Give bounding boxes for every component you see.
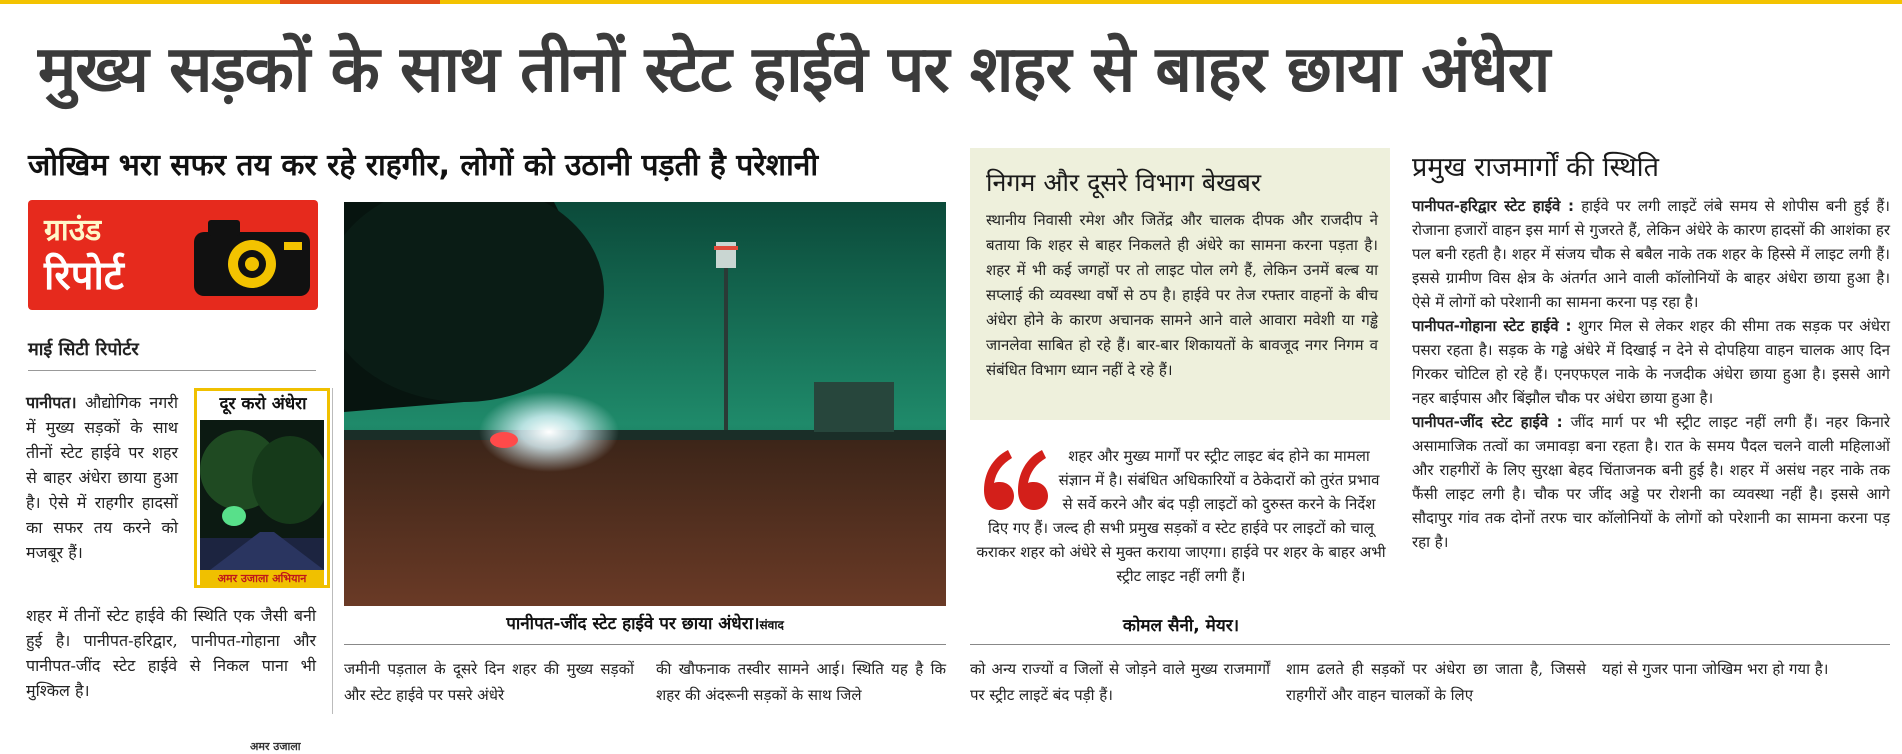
body-column-5: शाम ढलते ही सड़कों पर अंधेरा छा जाता है, जिससे राहगीरों और वाहन चालकों के लिए bbox=[1286, 660, 1586, 704]
body-column-4: को अन्य राज्यों व जिलों से जोड़ने वाले मुख्य राजमार्गों पर स्ट्रीट लाइटें बंद पड़ी हैं। bbox=[970, 660, 1270, 704]
body-column-2: जमीनी पड़ताल के दूसरे दिन शहर की मुख्य सड़कों और स्टेट हाईवे पर पसरे अंधेरे bbox=[344, 660, 634, 704]
quote-mark-icon bbox=[978, 440, 1050, 520]
dateline: पानीपत। bbox=[26, 393, 77, 412]
page-subheadline: जोखिम भरा सफर तय कर रहे राहगीर, लोगों को उठानी पड़ती है परेशानी bbox=[28, 148, 819, 183]
badge-line-2: रिपोर्ट bbox=[44, 253, 124, 299]
newspaper-brand: अमर उजाला bbox=[250, 740, 301, 753]
caption-divider bbox=[344, 644, 946, 645]
byline-divider bbox=[28, 370, 316, 371]
lead-text-continued: शहर में तीनों स्टेट हाईवे की स्थिति एक जैसी बनी हुई है। पानीपत-हरिद्वार, पानीपत-गोहाना और पानीपत-जींद स्टेट हाईवे से निकल पाना भी मुश्किल है। bbox=[26, 606, 316, 700]
campaign-title: दूर करो अंधेरा bbox=[219, 394, 307, 414]
box-title: निगम और दूसरे विभाग बेखबर bbox=[986, 168, 1262, 197]
highway-item bbox=[1412, 194, 1890, 314]
photo-caption bbox=[344, 612, 946, 637]
camera-icon bbox=[190, 210, 314, 300]
lead-text: औद्योगिक नगरी में मुख्य सड़कों के साथ तीनों स्टेट हाईवे पर शहर से बाहर अंधेरा छाया हुआ है। ऐसे में राहगीर हादसों का सफर तय करने को मजबूर हैं। bbox=[26, 393, 178, 562]
body-column-3: की खौफनाक तस्वीर सामने आई। स्थिति यह है कि शहर की अंदरूनी सड़कों के साथ जिले bbox=[656, 660, 946, 704]
reporter-byline: माई सिटी रिपोर्टर bbox=[28, 339, 139, 360]
highway-text: जींद मार्ग पर भी स्ट्रीट लाइट नहीं लगी हैं। नहर किनारे असामाजिक तत्वों का जमावड़ा बना रहता है। रात के समय पैदल चलने वाली महिलाओं और राहगीरों के लिए सुरक्षा बेहद चिंताजनक बनी हुई है। शहर में असंध नहर नाके तक फैंसी लाइट लगी है। चौक पर जींद अड्डे पर रोशनी का व्यवस्था नहीं है। इससे आगे सौदापुर गांव तक दोनों तरफ चार कॉलोनियों के लोगों को परेशानी का सामना करना पड़ रहा है। bbox=[1412, 413, 1890, 551]
badge-line-1: ग्राउंड bbox=[44, 213, 102, 248]
box-text: स्थानीय निवासी रमेश और जितेंद्र और चालक दीपक और राजदीप ने बताया कि शहर से बाहर निकलते ही अंधेरे का सामना करना पड़ता है। शहर में भी कई जगहों पर तो लाइट पोल लगे हैं, लेकिन उनमें बल्ब या सप्लाई की व्यवस्था वर्षों से ठप है। हाईवे पर तेज रफ्तार वाहनों के बीच अंधेरा होने के कारण अचानक सामने आने वाले आवारा मवेशी या गड्ढे जानलेवा साबित हो रहे हैं। बार-बार शिकायतों के बावजूद नगर निगम व संबंधित विभाग ध्यान नहीं दे रहे हैं। bbox=[986, 211, 1378, 379]
lead-column bbox=[26, 390, 178, 590]
highway-item bbox=[1412, 314, 1890, 410]
highway-text: हाईवे पर लगी लाइटें लंबे समय से शोपीस बनी हुई हैं। रोजाना हजारों वाहन इस मार्ग से गुजरते हैं, लेकिन अंधेरे के कारण हादसों की आशंका हर पल बनी रहती है। शहर में संजय चौक से बबैल नाके तक शहर के हिस्से में लाइट लगी हैं। इससे ग्रामीण विस क्षेत्र के अंतर्गत आने वाली कॉलोनियों के बाहर अंधेरा छाया हुआ है। ऐसे में लोगों को परेशानी का सामना करना पड़ रहा है। bbox=[1412, 197, 1890, 311]
photo-caption-text: पानीपत-जींद स्टेट हाईवे पर छाया अंधेरा। bbox=[506, 614, 760, 634]
campaign-photo bbox=[200, 420, 324, 570]
highway-text: शुगर मिल से लेकर शहर की सीमा तक सड़क पर अंधेरा पसरा रहता है। सड़क के गड्ढे अंधेरे में दिखाई न देने से दोपहिया वाहन चालक आए दिन गिरकर चोटिल हो रहे हैं। एनएफएल नाके के नजदीक अंधेरा छाया हुआ है। इससे आगे नहर बाईपास और बिंझौल चौक पर अंधेरा छाया हुआ है। bbox=[1412, 317, 1890, 407]
column-rule bbox=[332, 388, 333, 714]
page-headline: मुख्य सड़कों के साथ तीनों स्टेट हाईवे पर शहर से बाहर छाया अंधेरा bbox=[38, 33, 1550, 107]
top-accent-bar bbox=[280, 0, 440, 4]
highways-status-column bbox=[1412, 194, 1890, 646]
campaign-footer: अमर उजाला अभियान bbox=[200, 570, 324, 588]
highway-item bbox=[1412, 410, 1890, 554]
quote-author: कोमल सैनी, मेयर। bbox=[1122, 616, 1240, 636]
right-divider bbox=[970, 644, 1890, 645]
highway-night-photo bbox=[344, 202, 946, 606]
highway-name: पानीपत-जींद स्टेट हाईवे : bbox=[1412, 413, 1563, 431]
highway-name: पानीपत-गोहाना स्टेट हाईवे : bbox=[1412, 317, 1572, 335]
body-column-6: यहां से गुजर पाना जोखिम भरा हो गया है। bbox=[1602, 660, 1829, 678]
highways-title: प्रमुख राजमार्गों की स्थिति bbox=[1412, 152, 1660, 183]
highway-name: पानीपत-हरिद्वार स्टेट हाईवे : bbox=[1412, 197, 1575, 215]
quote-text: शहर और मुख्य मार्गों पर स्ट्रीट लाइट बंद होने का मामला संज्ञान में है। संबंधित अधिकारियों व ठेकेदारों को तुरंत प्रभाव से सर्वे करने और बंद पड़ी लाइटों को दुरुस्त करने के निर्देश दिए गए हैं। जल्द ही सभी प्रमुख सड़कों व स्टेट हाईवे पर लाइटों को चालू कराकर शहर को अंधेरे से मुक्त कराया जाएगा। हाईवे पर शहर के बाहर अभी स्ट्रीट लाइट नहीं लगी हैं। bbox=[976, 447, 1386, 585]
photo-credit: संवाद bbox=[759, 618, 784, 632]
